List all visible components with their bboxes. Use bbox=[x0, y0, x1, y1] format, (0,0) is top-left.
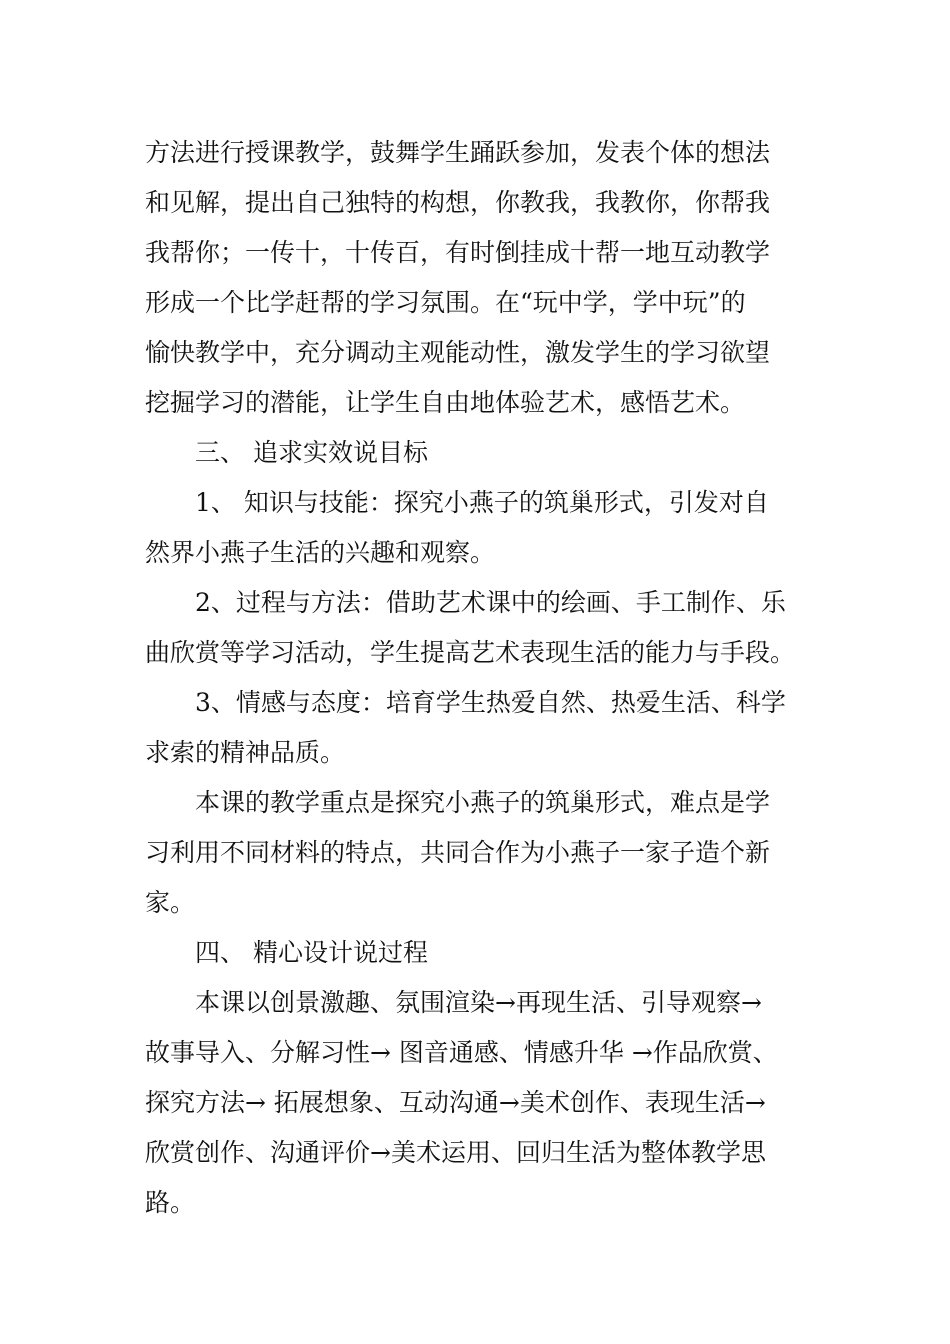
text-line: 形成一个比学赶帮的学习氛围。在“玩中学，学中玩”的 bbox=[145, 288, 746, 317]
section-heading: 四、 精心设计说过程 bbox=[195, 938, 428, 967]
text-line: 欣赏创作、沟通评价→美术运用、回归生活为整体教学思 bbox=[145, 1138, 766, 1167]
text-line: 2、过程与方法：借助艺术课中的绘画、手工制作、乐 bbox=[195, 588, 786, 617]
text-line: 探究方法→ 拓展想象、互动沟通→美术创作、表现生活→ bbox=[145, 1088, 766, 1117]
section-heading: 三、 追求实效说目标 bbox=[195, 438, 428, 467]
text-line: 曲欣赏等学习活动，学生提高艺术表现生活的能力与手段。 bbox=[145, 638, 796, 667]
text-line: 我帮你；一传十，十传百，有时倒挂成十帮一地互动教学 bbox=[145, 238, 771, 267]
text-line: 和见解，提出自己独特的构想，你教我，我教你，你帮我 bbox=[145, 188, 771, 217]
text-line: 然界小燕子生活的兴趣和观察。 bbox=[145, 538, 496, 567]
text-line: 求索的精神品质。 bbox=[145, 738, 346, 767]
document-body bbox=[145, 128, 810, 1228]
text-line: 3、情感与态度：培育学生热爱自然、热爱生活、科学 bbox=[195, 688, 786, 717]
text-line: 本课的教学重点是探究小燕子的筑巢形式，难点是学 bbox=[195, 788, 771, 817]
text-line: 方法进行授课教学，鼓舞学生踊跃参加，发表个体的想法 bbox=[145, 138, 771, 167]
text-line: 路。 bbox=[145, 1188, 196, 1217]
text-line: 1、 知识与技能：探究小燕子的筑巢形式，引发对自 bbox=[195, 488, 769, 517]
text-line: 本课以创景激趣、氛围渲染→再现生活、引导观察→ bbox=[195, 988, 762, 1017]
text-line: 挖掘学习的潜能，让学生自由地体验艺术，感悟艺术。 bbox=[145, 388, 746, 417]
text-line: 愉快教学中，充分调动主观能动性，激发学生的学习欲望 bbox=[145, 338, 771, 367]
text-line: 习利用不同材料的特点，共同合作为小燕子一家子造个新 bbox=[145, 838, 771, 867]
text-line: 家。 bbox=[145, 888, 196, 917]
text-line: 故事导入、分解习性→ 图音通感、情感升华 →作品欣赏、 bbox=[145, 1038, 778, 1067]
